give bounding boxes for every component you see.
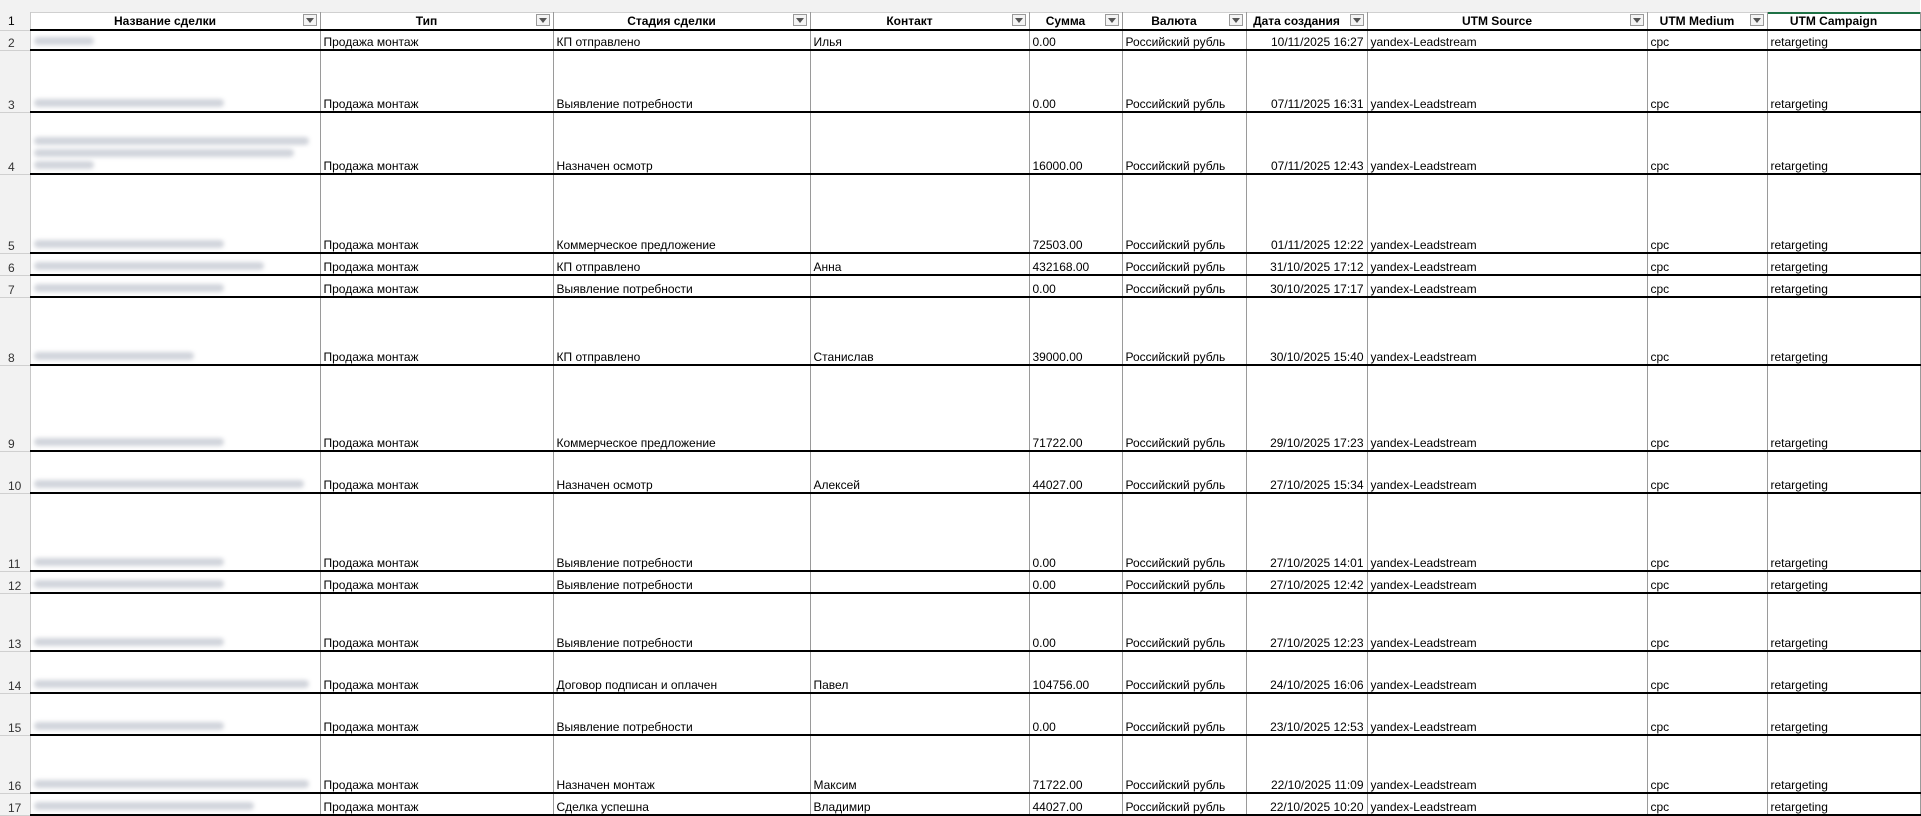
table-row[interactable] <box>0 651 1920 693</box>
column-header-currency[interactable] <box>1122 12 1246 30</box>
created-date-cell[interactable]: 22/10/2025 11:09 <box>1246 735 1367 793</box>
contact-cell[interactable]: Павел <box>810 651 1029 693</box>
contact-cell[interactable] <box>810 593 1029 651</box>
header-row <box>0 12 1920 30</box>
table-row[interactable] <box>0 30 1920 50</box>
utm-medium-cell[interactable]: cpc <box>1647 451 1767 493</box>
created-date-cell[interactable]: 22/10/2025 10:20 <box>1246 793 1367 815</box>
redacted-text <box>34 638 224 646</box>
filter-dropdown-icon[interactable] <box>536 14 550 26</box>
created-date-cell[interactable]: 29/10/2025 17:23 <box>1246 365 1367 451</box>
redacted-text <box>34 680 309 688</box>
utm-medium-cell[interactable]: cpc <box>1647 571 1767 593</box>
stage-cell[interactable]: Назначен осмотр <box>553 112 810 174</box>
redacted-text <box>34 262 264 270</box>
filter-dropdown-icon[interactable] <box>1630 14 1644 26</box>
column-header-label: UTM Campaign <box>1789 13 1878 28</box>
row-number[interactable]: 8 <box>0 297 30 365</box>
row-number[interactable]: 14 <box>0 651 30 693</box>
utm-source-cell[interactable]: yandex-Leadstream <box>1367 651 1647 693</box>
utm-campaign-cell[interactable]: retargeting <box>1767 112 1920 174</box>
type-cell[interactable]: Продажа монтаж <box>320 493 553 571</box>
column-header-label: Стадия сделки <box>627 13 716 28</box>
column-header-type[interactable] <box>320 12 553 30</box>
amount-cell[interactable]: 39000.00 <box>1029 297 1122 365</box>
contact-cell[interactable] <box>810 493 1029 571</box>
filter-dropdown-icon[interactable] <box>303 14 317 26</box>
currency-cell[interactable]: Российский рубль <box>1122 651 1246 693</box>
utm-medium-cell[interactable]: cpc <box>1647 174 1767 253</box>
table-row[interactable] <box>0 275 1920 297</box>
utm-campaign-cell[interactable]: retargeting <box>1767 735 1920 793</box>
redacted-text <box>34 284 224 292</box>
utm-source-cell[interactable]: yandex-Leadstream <box>1367 275 1647 297</box>
utm-medium-cell[interactable]: cpc <box>1647 275 1767 297</box>
row-number[interactable]: 11 <box>0 493 30 571</box>
amount-cell[interactable]: 0.00 <box>1029 50 1122 112</box>
utm-source-cell[interactable]: yandex-Leadstream <box>1367 451 1647 493</box>
amount-cell[interactable]: 432168.00 <box>1029 253 1122 275</box>
utm-source-cell[interactable]: yandex-Leadstream <box>1367 112 1647 174</box>
currency-cell[interactable]: Российский рубль <box>1122 793 1246 815</box>
type-cell[interactable]: Продажа монтаж <box>320 593 553 651</box>
deal-name-cell-redacted[interactable] <box>30 253 320 275</box>
table-row[interactable] <box>0 571 1920 593</box>
currency-cell[interactable]: Российский рубль <box>1122 493 1246 571</box>
utm-campaign-cell[interactable]: retargeting <box>1767 793 1920 815</box>
redacted-text <box>34 137 309 145</box>
created-date-cell[interactable]: 07/11/2025 16:31 <box>1246 50 1367 112</box>
currency-cell[interactable]: Российский рубль <box>1122 112 1246 174</box>
deal-name-cell-redacted[interactable] <box>30 651 320 693</box>
type-cell[interactable]: Продажа монтаж <box>320 365 553 451</box>
created-date-cell[interactable]: 27/10/2025 12:42 <box>1246 571 1367 593</box>
deal-name-cell-redacted[interactable] <box>30 174 320 253</box>
utm-campaign-cell[interactable]: retargeting <box>1767 571 1920 593</box>
table-row[interactable] <box>0 112 1920 174</box>
utm-campaign-cell[interactable]: retargeting <box>1767 30 1920 50</box>
amount-cell[interactable]: 72503.00 <box>1029 174 1122 253</box>
table-row[interactable] <box>0 451 1920 493</box>
amount-cell[interactable]: 71722.00 <box>1029 365 1122 451</box>
utm-campaign-cell[interactable]: retargeting <box>1767 297 1920 365</box>
type-cell[interactable]: Продажа монтаж <box>320 253 553 275</box>
deal-name-cell-redacted[interactable] <box>30 735 320 793</box>
row-number[interactable]: 4 <box>0 112 30 174</box>
currency-cell[interactable]: Российский рубль <box>1122 735 1246 793</box>
filter-dropdown-icon[interactable] <box>1750 14 1764 26</box>
contact-cell[interactable]: Анна <box>810 253 1029 275</box>
contact-cell[interactable] <box>810 275 1029 297</box>
utm-campaign-cell[interactable]: retargeting <box>1767 253 1920 275</box>
utm-source-cell[interactable]: yandex-Leadstream <box>1367 793 1647 815</box>
utm-source-cell[interactable]: yandex-Leadstream <box>1367 571 1647 593</box>
utm-campaign-cell[interactable]: retargeting <box>1767 365 1920 451</box>
filter-dropdown-icon[interactable] <box>1105 14 1119 26</box>
stage-cell[interactable]: Сделка успешна <box>553 793 810 815</box>
column-header-label: UTM Medium <box>1659 13 1735 28</box>
redacted-text <box>34 37 94 45</box>
utm-medium-cell[interactable]: cpc <box>1647 30 1767 50</box>
amount-cell[interactable]: 0.00 <box>1029 493 1122 571</box>
amount-cell[interactable]: 0.00 <box>1029 593 1122 651</box>
utm-campaign-cell[interactable]: retargeting <box>1767 651 1920 693</box>
amount-cell[interactable]: 71722.00 <box>1029 735 1122 793</box>
utm-campaign-cell[interactable]: retargeting <box>1767 275 1920 297</box>
currency-cell[interactable]: Российский рубль <box>1122 50 1246 112</box>
table-row[interactable] <box>0 493 1920 571</box>
amount-cell[interactable]: 16000.00 <box>1029 112 1122 174</box>
column-header-utm-medium[interactable] <box>1647 12 1767 30</box>
stage-cell[interactable]: КП отправлено <box>553 253 810 275</box>
utm-medium-cell[interactable]: cpc <box>1647 253 1767 275</box>
table-row[interactable] <box>0 297 1920 365</box>
stage-cell[interactable]: Выявление потребности <box>553 50 810 112</box>
column-header-label: UTM Source <box>1461 13 1532 28</box>
created-date-cell[interactable]: 27/10/2025 12:23 <box>1246 593 1367 651</box>
utm-campaign-cell[interactable]: retargeting <box>1767 493 1920 571</box>
deal-name-cell-redacted[interactable] <box>30 50 320 112</box>
row-number[interactable]: 3 <box>0 50 30 112</box>
type-cell[interactable]: Продажа монтаж <box>320 693 553 735</box>
column-header-label: Контакт <box>886 13 933 28</box>
table-row[interactable] <box>0 365 1920 451</box>
deal-name-cell-redacted[interactable] <box>30 451 320 493</box>
type-cell[interactable]: Продажа монтаж <box>320 174 553 253</box>
filter-dropdown-icon[interactable] <box>1229 14 1243 26</box>
currency-cell[interactable]: Российский рубль <box>1122 571 1246 593</box>
redacted-text <box>34 580 224 588</box>
currency-cell[interactable]: Российский рубль <box>1122 451 1246 493</box>
type-cell[interactable]: Продажа монтаж <box>320 275 553 297</box>
column-header-utm-campaign[interactable] <box>1767 12 1920 30</box>
redacted-text <box>34 99 224 107</box>
stage-cell[interactable]: Коммерческое предложение <box>553 365 810 451</box>
row-number[interactable]: 16 <box>0 735 30 793</box>
deal-name-cell-redacted[interactable] <box>30 793 320 815</box>
type-cell[interactable]: Продажа монтаж <box>320 30 553 50</box>
utm-source-cell[interactable]: yandex-Leadstream <box>1367 593 1647 651</box>
utm-medium-cell[interactable]: cpc <box>1647 651 1767 693</box>
stage-cell[interactable]: КП отправлено <box>553 297 810 365</box>
amount-cell[interactable]: 44027.00 <box>1029 451 1122 493</box>
row-number[interactable]: 2 <box>0 30 30 50</box>
stage-cell[interactable]: Выявление потребности <box>553 693 810 735</box>
redacted-text <box>34 780 309 788</box>
amount-cell[interactable]: 0.00 <box>1029 571 1122 593</box>
filter-dropdown-icon[interactable] <box>1350 14 1364 26</box>
stage-cell[interactable]: Выявление потребности <box>553 493 810 571</box>
type-cell[interactable]: Продажа монтаж <box>320 793 553 815</box>
row-number[interactable]: 6 <box>0 253 30 275</box>
amount-cell[interactable]: 44027.00 <box>1029 793 1122 815</box>
amount-cell[interactable]: 0.00 <box>1029 275 1122 297</box>
stage-cell[interactable]: Назначен монтаж <box>553 735 810 793</box>
row-number[interactable]: 12 <box>0 571 30 593</box>
type-cell[interactable]: Продажа монтаж <box>320 651 553 693</box>
column-header-utm-source[interactable] <box>1367 12 1647 30</box>
row-number[interactable]: 5 <box>0 174 30 253</box>
currency-cell[interactable]: Российский рубль <box>1122 253 1246 275</box>
table-row[interactable] <box>0 735 1920 793</box>
utm-source-cell[interactable]: yandex-Leadstream <box>1367 30 1647 50</box>
stage-cell[interactable]: КП отправлено <box>553 30 810 50</box>
deal-name-cell-redacted[interactable] <box>30 571 320 593</box>
redacted-text <box>34 240 224 248</box>
utm-source-cell[interactable]: yandex-Leadstream <box>1367 735 1647 793</box>
row-number[interactable]: 1 <box>0 12 30 30</box>
table-row[interactable] <box>0 693 1920 735</box>
utm-campaign-cell[interactable]: retargeting <box>1767 451 1920 493</box>
utm-source-cell[interactable]: yandex-Leadstream <box>1367 693 1647 735</box>
redacted-text <box>34 161 94 169</box>
currency-cell[interactable]: Российский рубль <box>1122 30 1246 50</box>
stage-cell[interactable]: Коммерческое предложение <box>553 174 810 253</box>
utm-source-cell[interactable]: yandex-Leadstream <box>1367 174 1647 253</box>
deal-name-cell-redacted[interactable] <box>30 593 320 651</box>
utm-medium-cell[interactable]: cpc <box>1647 693 1767 735</box>
redacted-text <box>34 438 224 446</box>
amount-cell[interactable]: 104756.00 <box>1029 651 1122 693</box>
contact-cell[interactable]: Илья <box>810 30 1029 50</box>
row-number[interactable]: 7 <box>0 275 30 297</box>
redacted-text <box>34 802 254 810</box>
created-date-cell[interactable]: 27/10/2025 15:34 <box>1246 451 1367 493</box>
column-header-stage[interactable] <box>553 12 810 30</box>
created-date-cell[interactable]: 27/10/2025 14:01 <box>1246 493 1367 571</box>
contact-cell[interactable] <box>810 174 1029 253</box>
created-date-cell[interactable]: 30/10/2025 17:17 <box>1246 275 1367 297</box>
deal-name-cell-redacted[interactable] <box>30 30 320 50</box>
utm-medium-cell[interactable]: cpc <box>1647 50 1767 112</box>
type-cell[interactable]: Продажа монтаж <box>320 50 553 112</box>
created-date-cell[interactable]: 24/10/2025 16:06 <box>1246 651 1367 693</box>
deal-name-cell-redacted[interactable] <box>30 297 320 365</box>
currency-cell[interactable]: Российский рубль <box>1122 297 1246 365</box>
stage-cell[interactable]: Выявление потребности <box>553 571 810 593</box>
amount-cell[interactable]: 0.00 <box>1029 693 1122 735</box>
redacted-text <box>34 352 194 360</box>
contact-cell[interactable]: Владимир <box>810 793 1029 815</box>
utm-medium-cell[interactable]: cpc <box>1647 297 1767 365</box>
table-row[interactable] <box>0 793 1920 815</box>
redacted-text <box>34 558 224 566</box>
row-number[interactable]: 9 <box>0 365 30 451</box>
created-date-cell[interactable]: 01/11/2025 12:22 <box>1246 174 1367 253</box>
column-header-contact[interactable] <box>810 12 1029 30</box>
amount-cell[interactable]: 0.00 <box>1029 30 1122 50</box>
redacted-text <box>34 722 224 730</box>
row-number[interactable]: 15 <box>0 693 30 735</box>
utm-source-cell[interactable]: yandex-Leadstream <box>1367 297 1647 365</box>
stage-cell[interactable]: Выявление потребности <box>553 275 810 297</box>
type-cell[interactable]: Продажа монтаж <box>320 112 553 174</box>
table-row[interactable] <box>0 50 1920 112</box>
utm-campaign-cell[interactable]: retargeting <box>1767 593 1920 651</box>
redacted-text <box>34 480 304 488</box>
type-cell[interactable]: Продажа монтаж <box>320 451 553 493</box>
contact-cell[interactable] <box>810 693 1029 735</box>
stage-cell[interactable]: Договор подписан и оплачен <box>553 651 810 693</box>
created-date-cell[interactable]: 10/11/2025 16:27 <box>1246 30 1367 50</box>
column-header-created-date[interactable] <box>1246 12 1367 30</box>
row-number[interactable]: 10 <box>0 451 30 493</box>
column-header-label: Валюта <box>1151 13 1197 28</box>
filter-dropdown-icon[interactable] <box>793 14 807 26</box>
redacted-text <box>34 149 294 157</box>
deal-name-cell-redacted[interactable] <box>30 112 320 174</box>
utm-campaign-cell[interactable]: retargeting <box>1767 50 1920 112</box>
utm-campaign-cell[interactable]: retargeting <box>1767 693 1920 735</box>
contact-cell[interactable] <box>810 365 1029 451</box>
contact-cell[interactable] <box>810 50 1029 112</box>
created-date-cell[interactable]: 30/10/2025 15:40 <box>1246 297 1367 365</box>
row-number[interactable]: 17 <box>0 793 30 815</box>
utm-source-cell[interactable]: yandex-Leadstream <box>1367 253 1647 275</box>
contact-cell[interactable] <box>810 571 1029 593</box>
deal-name-cell-redacted[interactable] <box>30 275 320 297</box>
type-cell[interactable]: Продажа монтаж <box>320 571 553 593</box>
utm-medium-cell[interactable]: cpc <box>1647 593 1767 651</box>
type-cell[interactable]: Продажа монтаж <box>320 735 553 793</box>
currency-cell[interactable]: Российский рубль <box>1122 275 1246 297</box>
contact-cell[interactable]: Станислав <box>810 297 1029 365</box>
stage-cell[interactable]: Назначен осмотр <box>553 451 810 493</box>
utm-medium-cell[interactable]: cpc <box>1647 112 1767 174</box>
column-header-label: Название сделки <box>114 13 216 28</box>
type-cell[interactable]: Продажа монтаж <box>320 297 553 365</box>
table-row[interactable] <box>0 253 1920 275</box>
column-header-amount[interactable] <box>1029 12 1122 30</box>
row-number[interactable]: 13 <box>0 593 30 651</box>
utm-medium-cell[interactable]: cpc <box>1647 793 1767 815</box>
utm-campaign-cell[interactable]: retargeting <box>1767 174 1920 253</box>
table-row[interactable] <box>0 593 1920 651</box>
currency-cell[interactable]: Российский рубль <box>1122 174 1246 253</box>
utm-medium-cell[interactable]: cpc <box>1647 493 1767 571</box>
stage-cell[interactable]: Выявление потребности <box>553 593 810 651</box>
column-header-label: Сумма <box>1045 13 1086 28</box>
created-date-cell[interactable]: 31/10/2025 17:12 <box>1246 253 1367 275</box>
deal-name-cell-redacted[interactable] <box>30 693 320 735</box>
deals-table <box>0 12 1921 816</box>
contact-cell[interactable]: Алексей <box>810 451 1029 493</box>
column-header-label: Дата создания <box>1253 13 1340 28</box>
filter-dropdown-icon[interactable] <box>1012 14 1026 26</box>
column-header-label: Тип <box>415 13 438 28</box>
contact-cell[interactable]: Максим <box>810 735 1029 793</box>
currency-cell[interactable]: Российский рубль <box>1122 365 1246 451</box>
created-date-cell[interactable]: 07/11/2025 12:43 <box>1246 112 1367 174</box>
utm-source-cell[interactable]: yandex-Leadstream <box>1367 493 1647 571</box>
utm-source-cell[interactable]: yandex-Leadstream <box>1367 50 1647 112</box>
currency-cell[interactable]: Российский рубль <box>1122 593 1246 651</box>
utm-medium-cell[interactable]: cpc <box>1647 365 1767 451</box>
table-row[interactable] <box>0 174 1920 253</box>
currency-cell[interactable]: Российский рубль <box>1122 693 1246 735</box>
contact-cell[interactable] <box>810 112 1029 174</box>
utm-medium-cell[interactable]: cpc <box>1647 735 1767 793</box>
deal-name-cell-redacted[interactable] <box>30 365 320 451</box>
column-header-deal-name[interactable] <box>30 12 320 30</box>
created-date-cell[interactable]: 23/10/2025 12:53 <box>1246 693 1367 735</box>
utm-source-cell[interactable]: yandex-Leadstream <box>1367 365 1647 451</box>
deal-name-cell-redacted[interactable] <box>30 493 320 571</box>
